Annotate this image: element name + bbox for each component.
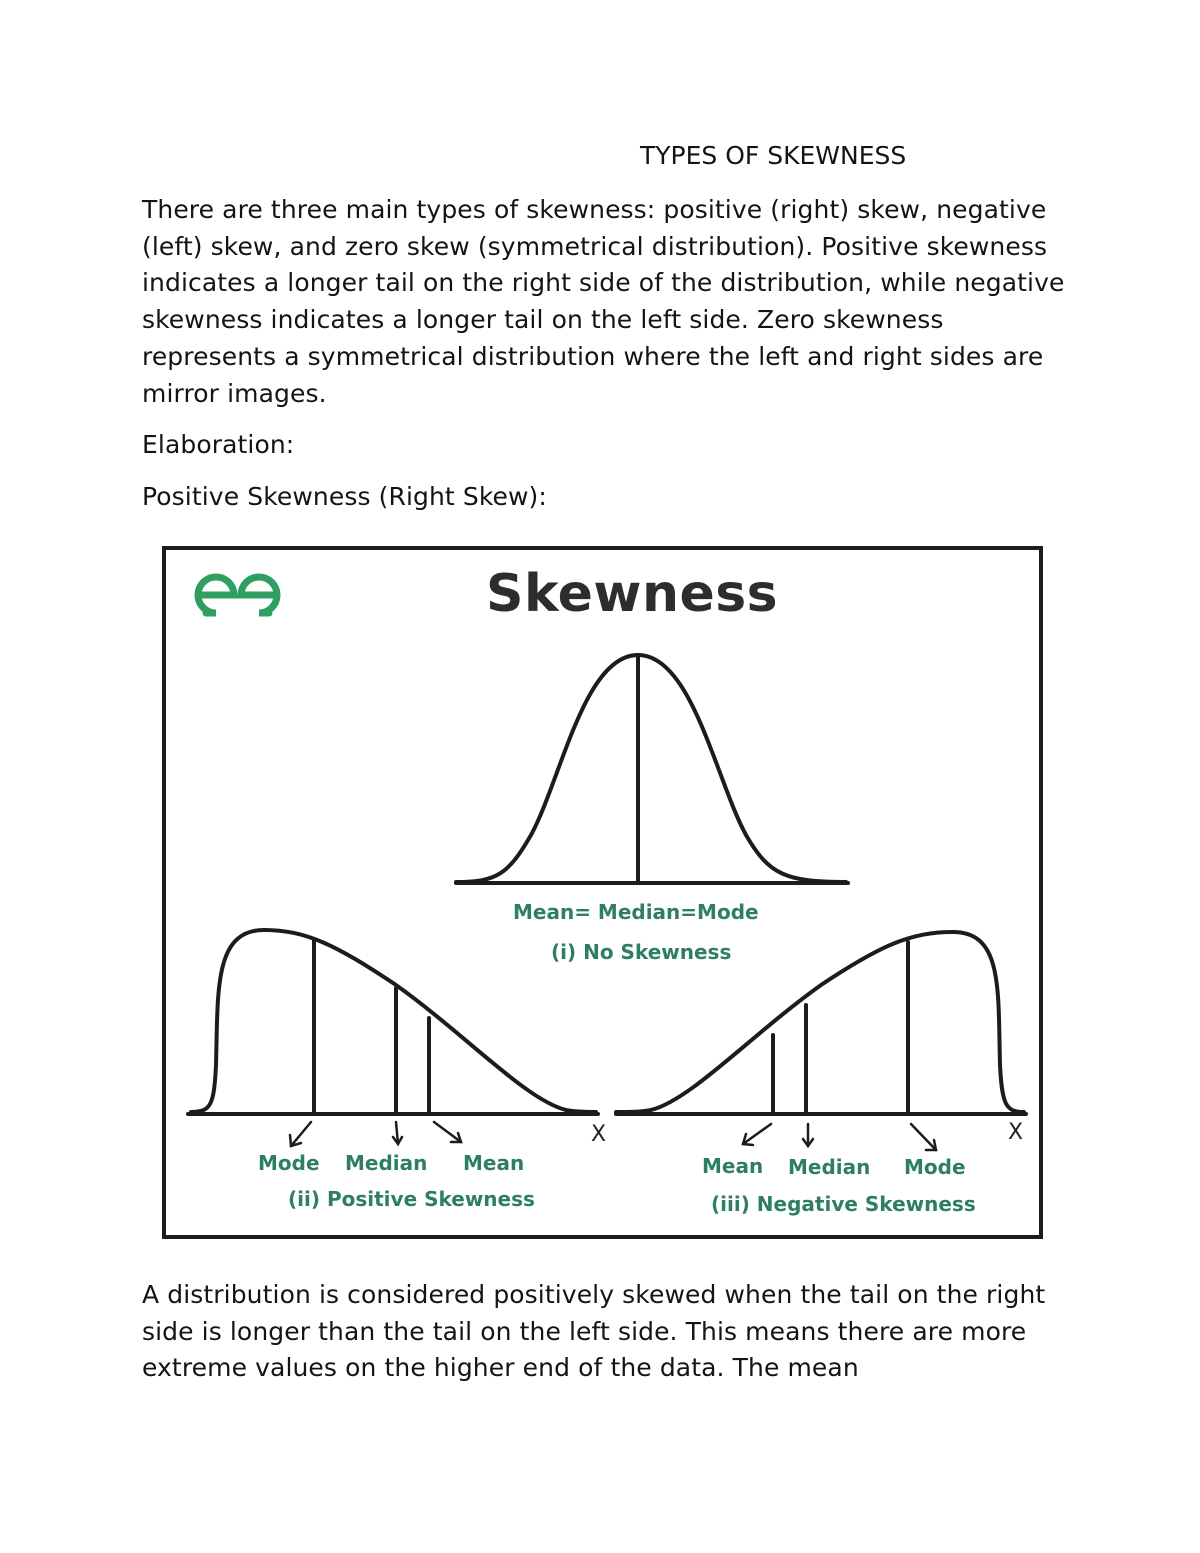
positive-mode-label: Mode [258,1151,320,1175]
negative-skew-arrows [743,1124,936,1150]
negative-mean-label: Mean [702,1154,764,1178]
positive-mean-label: Mean [463,1151,525,1175]
document-title: TYPES OF SKEWNESS [640,141,907,170]
positive-skew-heading: Positive Skewness (Right Skew): [142,482,547,511]
positive-skew-caption: (ii) Positive Skewness [288,1187,535,1211]
intro-paragraph: There are three main types of skewness: positive (right) skew, negative (left) skew, and zero skew (symmetrical distribution). Positive skewness indicates a longer tail on the right side of the distribution, while negative skewness indicates a longer tail on the left side. Zero skewness represents a symmetrical distribution where the left and right sides are mirror images. [142,195,1065,408]
positive-skew-arrows [290,1122,461,1146]
no-skew-curve [456,655,848,883]
negative-skew-caption: (iii) Negative Skewness [711,1192,976,1216]
positive-skew-curve [188,930,598,1114]
no-skew-caption: (i) No Skewness [551,940,732,964]
negative-mode-label: Mode [904,1155,966,1179]
positive-x-axis-label: X [591,1122,607,1147]
no-skew-measures-label: Mean= Median=Mode [513,900,759,924]
positive-median-label: Median [345,1151,428,1175]
negative-x-axis-label: X [1008,1120,1024,1145]
negative-median-label: Median [788,1155,871,1179]
positive-skew-paragraph: A distribution is considered positively skewed when the tail on the right side is longer than the tail on the left side. This means there are more extreme values on the higher end of the data. The mean [142,1280,1046,1383]
skewness-figure [162,546,1043,1239]
elaboration-heading: Elaboration: [142,430,295,459]
gfg-logo-icon [198,577,277,613]
figure-title: Skewness [486,564,779,624]
